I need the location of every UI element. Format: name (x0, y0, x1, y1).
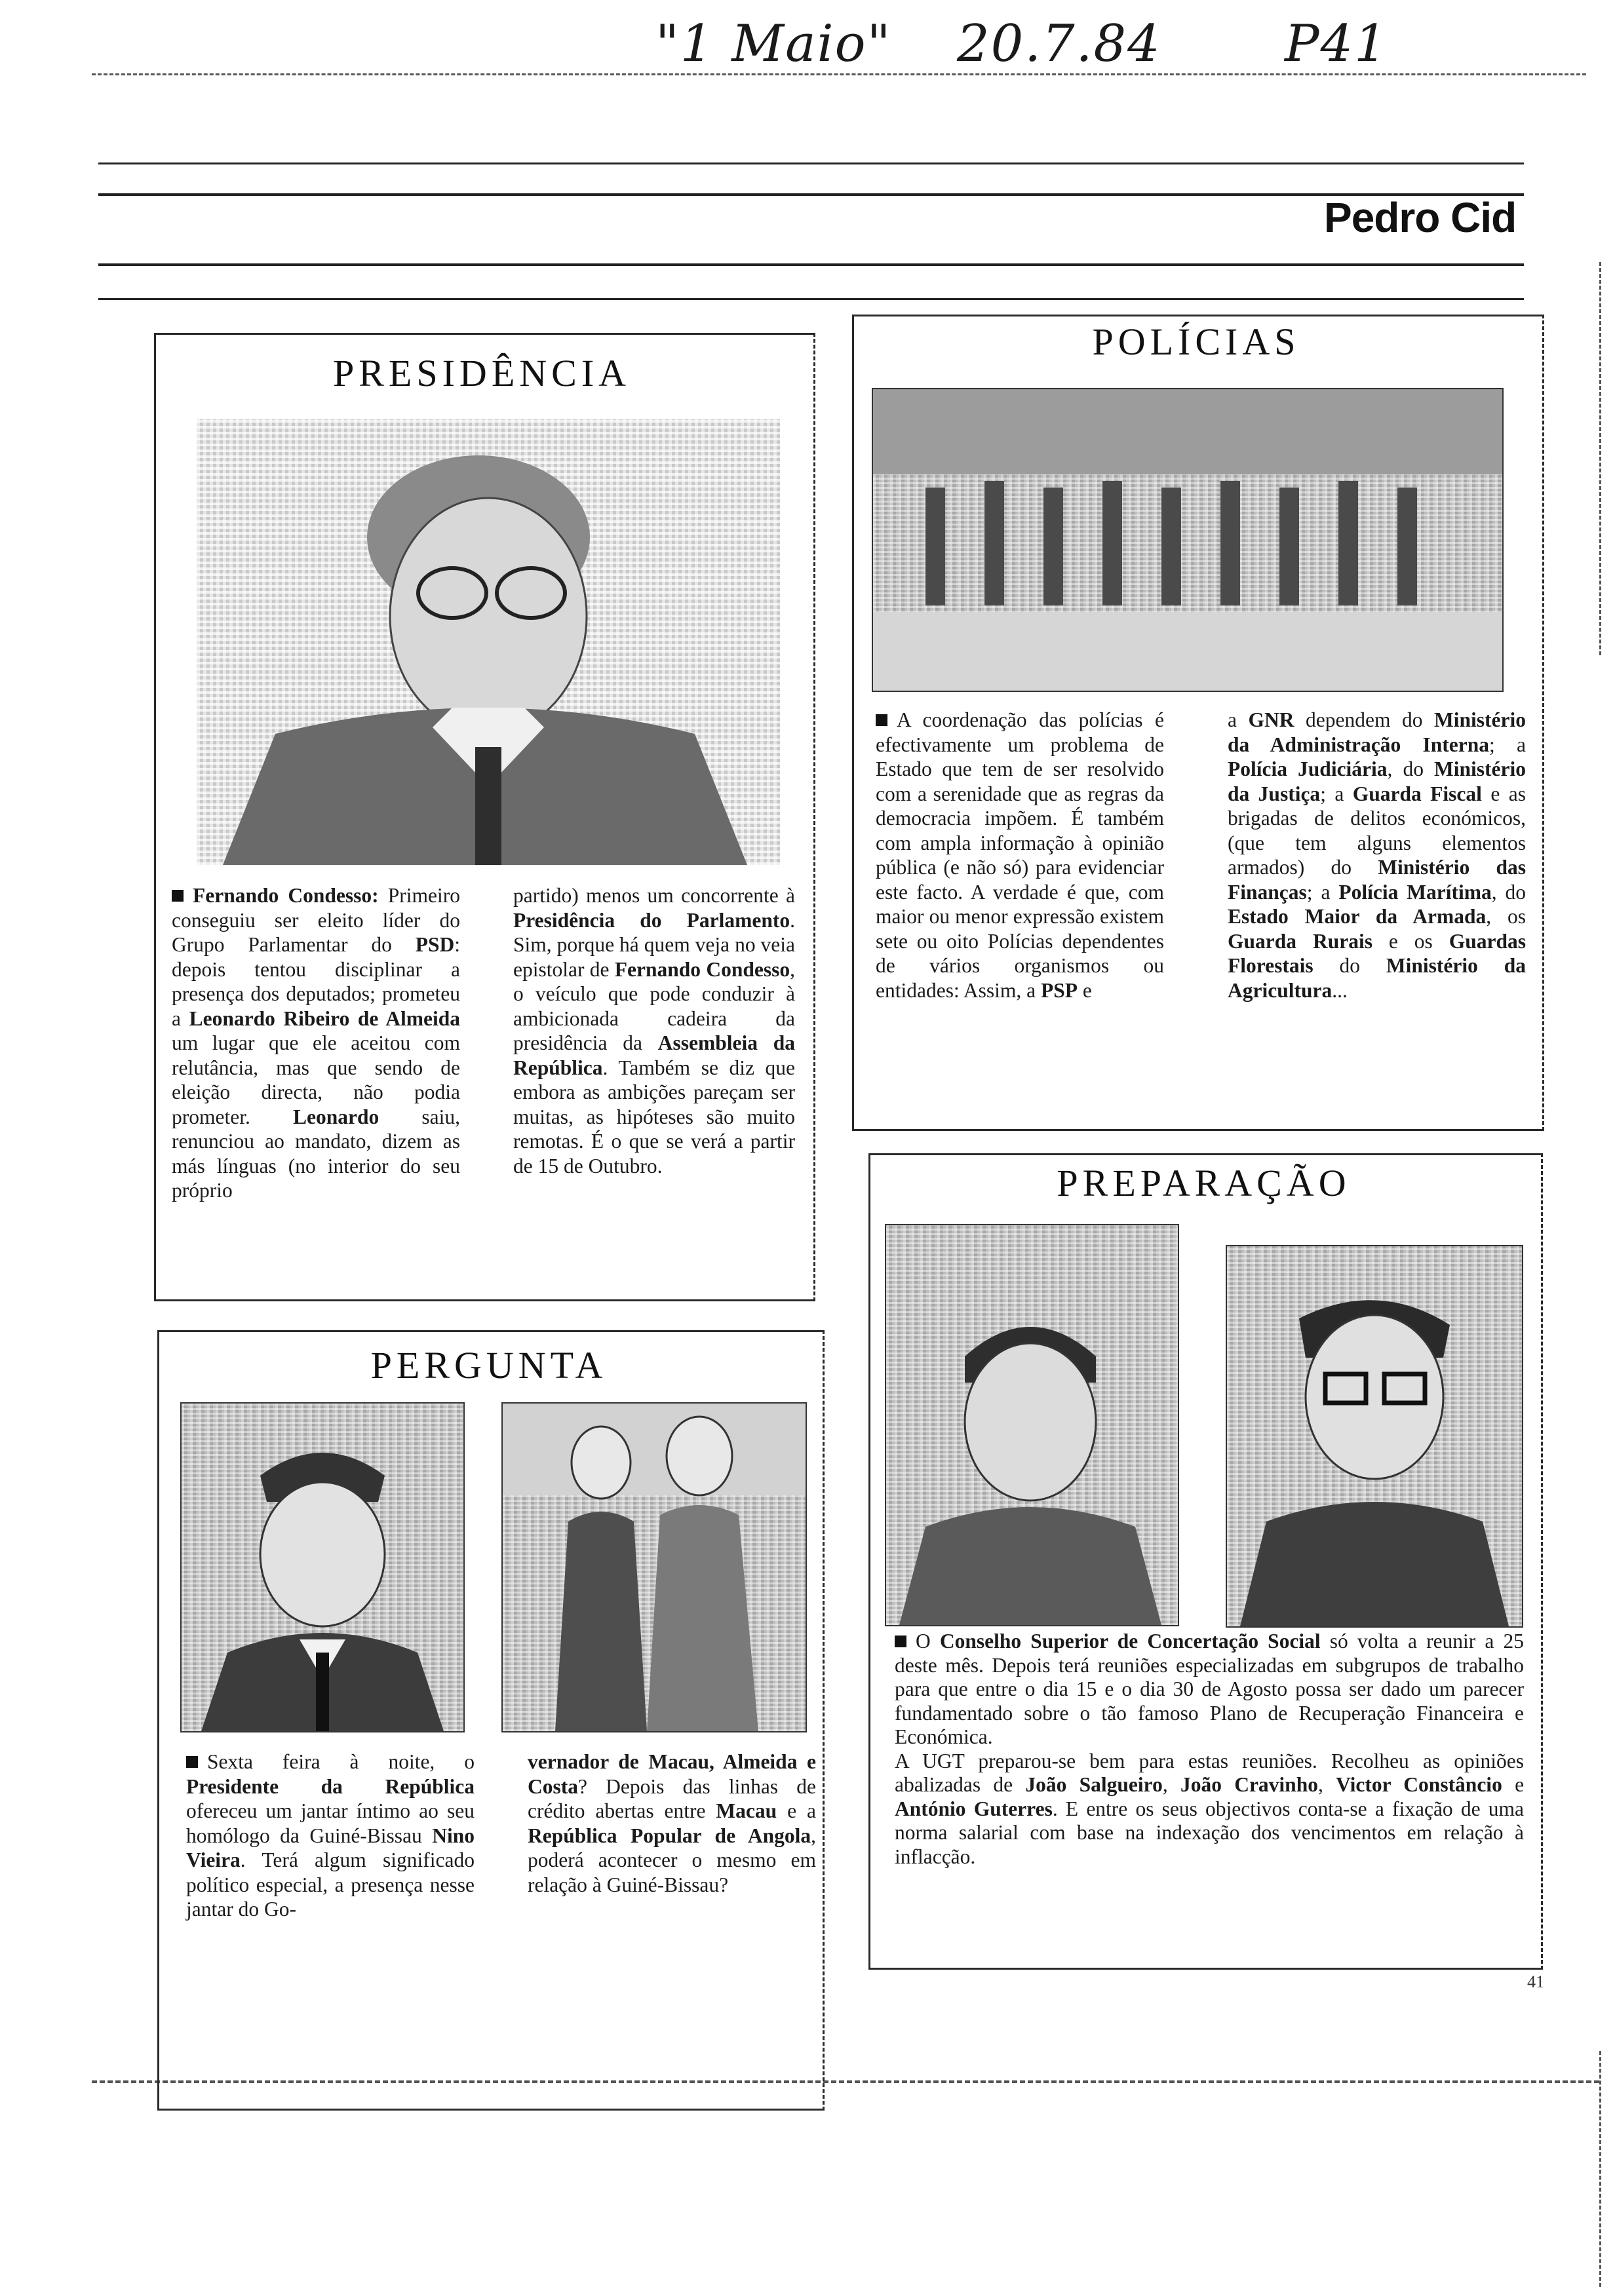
text-run: ; a (1489, 733, 1526, 756)
text-run: ? Depois das linhas de crédito abertas entre (528, 1774, 816, 1822)
text-run: um lugar que ele aceitou com relutância, mas que sendo de eleição directa, não podia prometer. (172, 1031, 460, 1128)
text-run: , os (1486, 905, 1526, 928)
bold-run: Leonardo (292, 1105, 379, 1128)
bullet-square (895, 1636, 906, 1647)
presidencia-text-2 (513, 883, 795, 1178)
bold-run: Leonardo Ribeiro de Almeida (189, 1006, 461, 1030)
bold-run: Polícia Judiciária (1228, 757, 1388, 780)
text-run: Sexta feira à noite, o (207, 1750, 475, 1773)
text-run: saiu, renunciou ao mandato, dizem as más línguas (no interior do seu próprio (172, 1105, 460, 1202)
bold-run: PSP (1040, 978, 1078, 1002)
text-run: , do (1387, 757, 1435, 780)
presidencia-text-1 (172, 883, 460, 1203)
scan-edge-right (1599, 262, 1601, 655)
bold-run: PSD (415, 933, 455, 956)
text-run: , o veículo que pode conduzir à ambicionada cadeira da presidência da (513, 957, 795, 1054)
bold-run: vernador de Macau, Almeida e Costa (528, 1750, 816, 1798)
bold-run: Presidência do Parlamento (513, 908, 790, 932)
text-run: : depois tentou disciplinar a presença dos deputados; prometeu a (172, 933, 460, 1030)
text-run: ; a (1306, 880, 1339, 904)
portrait-photo-icon (1227, 1246, 1522, 1626)
photo-preparacao-2 (1226, 1245, 1523, 1628)
bold-run: Fernando Condesso (614, 957, 790, 981)
header-rule-mid (98, 193, 1524, 196)
header-rule-lower (98, 298, 1524, 300)
text-run: e (1502, 1773, 1525, 1796)
title-preparacao: PREPARAÇÃO (1057, 1162, 1351, 1204)
annotation-source: "1 Maio" (655, 14, 892, 73)
text-run: e a (777, 1799, 816, 1822)
annotation-page: P41 (1285, 14, 1388, 73)
preparacao-text-2 (895, 1750, 1524, 1869)
policias-text-1 (876, 708, 1164, 1003)
text-run: A UGT preparou-se bem para estas reuniões. Recolheu as opiniões abalizadas de (895, 1749, 1524, 1796)
bold-run: Fernando Condesso: (193, 884, 379, 907)
author-name: Pedro Cid (1324, 194, 1517, 241)
group-photo-icon (503, 1404, 806, 1731)
preparacao-column (895, 1630, 1524, 1869)
scan-edge-right-lower (1599, 2051, 1601, 2287)
bold-run: GNR (1248, 708, 1294, 731)
portrait-photo-icon (197, 419, 780, 865)
text-run: , (1317, 1773, 1336, 1796)
bold-run: António Guterres (895, 1797, 1053, 1820)
text-run: . Sim, porque há quem veja no veia epistolar de (513, 908, 795, 981)
annotation-date: 20.7.84 (957, 14, 1161, 73)
text-run: ofereceu um jantar íntimo ao seu homólogo da Guiné-Bissau (186, 1799, 475, 1847)
header-rule-bottom (98, 263, 1524, 266)
text-run: e as brigadas de delitos económicos, (que tem alguns elementos armados) do (1228, 782, 1526, 879)
bold-run: Assembleia da República (513, 1031, 795, 1079)
title-presidencia: PRESIDÊNCIA (332, 352, 631, 394)
bold-run: Guardas Florestais (1228, 929, 1526, 977)
bold-run: República Popular de Angola (528, 1824, 811, 1847)
photo-pergunta-2 (501, 1402, 807, 1732)
text-run: do (1313, 954, 1386, 977)
bold-run: Conselho Superior de Concertação Social (939, 1630, 1321, 1653)
photo-presidencia (197, 419, 780, 865)
policias-column-2 (1228, 708, 1526, 1003)
text-run: Primeiro conseguiu ser eleito líder do Grupo Parlamentar do (172, 884, 460, 956)
text-run: . Também se diz que embora as ambições pareçam ser muitas, as hipóteses são muito remotas. É o que se verá a partir de 15 de Outubro. (513, 1056, 795, 1177)
bold-run: Nino Vieira (186, 1824, 475, 1871)
page-number: 41 (1527, 1972, 1544, 1991)
title-pergunta: PERGUNTA (370, 1344, 608, 1387)
presidencia-column-2 (513, 883, 795, 1178)
bold-run: Ministério das Finanças (1228, 856, 1526, 904)
policias-column-1 (876, 708, 1164, 1003)
text-run: . Terá algum significado político especial, a presença nesse jantar do Go- (186, 1848, 475, 1921)
text-run: dependem do (1294, 708, 1435, 731)
bold-run: Ministério da Administração Interna (1228, 708, 1526, 756)
bold-run: Polícia Marítima (1338, 880, 1492, 904)
text-run: a (1228, 708, 1249, 731)
text-run: , do (1491, 880, 1526, 904)
bold-run: Estado Maior da Armada (1228, 905, 1487, 928)
text-run: A coordenação das polícias é efectivamente um problema de Estado que tem de ser resolvido com a serenidade que as regras da democracia impõem. É também com ampla informação à opinião pública (e não só) para evidenciar este facto. A verdade é que, com maior ou menor expressão existem sete ou oito Polícias dependentes de vários organismos ou entidades: Assim, a (876, 708, 1164, 1002)
header-rule-top (98, 163, 1524, 164)
parade-photo-icon (873, 389, 1502, 691)
photo-preparacao-1 (885, 1224, 1179, 1626)
bold-run: Ministério da Justiça (1228, 757, 1527, 805)
portrait-photo-icon (886, 1225, 1178, 1625)
bullet-square (172, 890, 184, 902)
photo-pergunta-1 (180, 1402, 465, 1732)
policias-text-2 (1228, 708, 1526, 1003)
title-policias: POLÍCIAS (1092, 320, 1300, 363)
text-run: só volta a reunir a 25 deste mês. Depois terá reuniões especializadas em subgrupos de trabalho para que entre o dia 15 e o dia 30 de Agosto possa ser dado um parecer fundamentado sobre o tão famoso Plano de Recuperação Financeira e Económica. (895, 1630, 1524, 1748)
text-run: ; a (1320, 782, 1353, 805)
portrait-photo-icon (182, 1404, 463, 1731)
pergunta-column-1 (186, 1750, 475, 1922)
text-run: ... (1332, 978, 1348, 1002)
text-run: O (916, 1630, 940, 1653)
photo-policias (872, 388, 1504, 692)
text-run: , poderá acontecer o mesmo em relação à Guiné-Bissau? (528, 1824, 816, 1896)
bold-run: Presidente da República (186, 1774, 475, 1798)
bold-run: Guarda Fiscal (1352, 782, 1482, 805)
bold-run: Victor Constâncio (1336, 1773, 1502, 1796)
text-run: e os (1372, 929, 1449, 953)
pergunta-text-2 (528, 1750, 816, 1897)
bold-run: João Cravinho (1180, 1773, 1318, 1796)
text-run: . E entre os seus objectivos conta-se a fixação de uma norma salarial com base na indexação dos vencimentos em relação à inflacção. (895, 1797, 1524, 1868)
text-run: partido) menos um concorrente à (513, 884, 795, 907)
pergunta-column-2 (528, 1750, 816, 1897)
bullet-square (186, 1756, 198, 1768)
bold-run: Ministério da Agricultura (1228, 954, 1526, 1002)
preparacao-text-1 (895, 1630, 1524, 1750)
bold-run: Guarda Rurais (1228, 929, 1372, 953)
bullet-square (876, 714, 887, 726)
presidencia-column-1 (172, 883, 460, 1203)
text-run: e (1078, 978, 1092, 1002)
text-run: , (1162, 1773, 1180, 1796)
bold-run: Macau (716, 1799, 777, 1822)
annotation-underline (92, 73, 1586, 75)
pergunta-text-1 (186, 1750, 475, 1922)
bold-run: João Salgueiro (1025, 1773, 1163, 1796)
